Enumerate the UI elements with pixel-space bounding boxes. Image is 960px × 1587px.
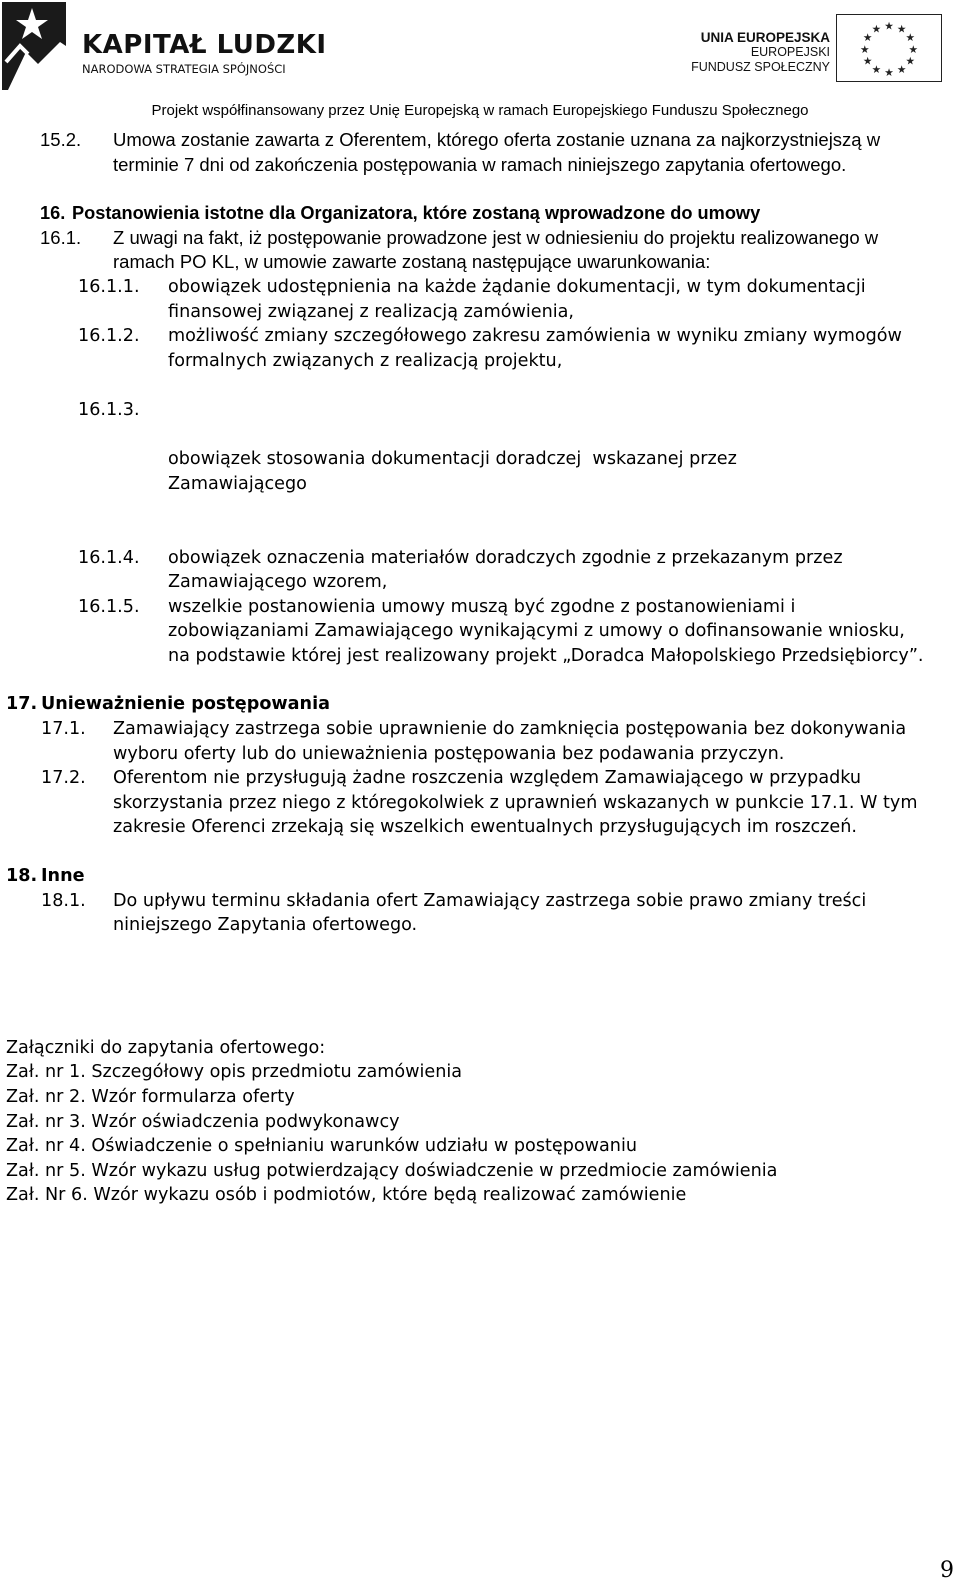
svg-text:★: ★ bbox=[905, 31, 916, 45]
clause-16-1-5 bbox=[0, 595, 960, 669]
clause-text: obowiązek stosowania dokumentacji doradczej wskazanej przez Zamawiającego bbox=[168, 449, 743, 494]
eu-label bbox=[691, 30, 830, 75]
document-body bbox=[0, 128, 960, 1208]
page-number: 9 bbox=[940, 1558, 954, 1583]
section-title: Inne bbox=[41, 866, 85, 887]
clause-text: Do upływu terminu składania ofert Zamawiający zastrzega sobie prawo zmiany treści niniejszego Zapytania ofertowego. bbox=[113, 890, 867, 936]
clause-text: Umowa zostanie zawarta z Oferentem, którego oferta zostanie uznana za najkorzystniejszą w terminie 7 dni od zakończenia postępowania w ramach niniejszego zapytania ofertowego. bbox=[113, 129, 881, 175]
clause-16-1 bbox=[0, 226, 960, 275]
section-number: 18. bbox=[6, 866, 38, 887]
section-number: 17. bbox=[6, 694, 38, 715]
clause-number: 17.2. bbox=[41, 768, 86, 789]
attachment-item: Zał. nr 3. Wzór oświadczenia podwykonawcy bbox=[6, 1111, 400, 1132]
clause-16-1-1 bbox=[0, 275, 960, 324]
svg-text:★: ★ bbox=[862, 31, 873, 45]
svg-text:★: ★ bbox=[884, 19, 894, 33]
section-17-heading bbox=[0, 692, 960, 717]
clause-number: 16.1.3. bbox=[78, 399, 140, 420]
svg-text:★: ★ bbox=[884, 66, 894, 80]
section-18-heading bbox=[0, 864, 960, 889]
clause-number: 17.1. bbox=[41, 719, 86, 740]
clause-16-1-3 bbox=[0, 373, 960, 545]
section-title: Postanowienia istotne dla Organizatora, które zostaną wprowadzone do umowy bbox=[72, 203, 761, 224]
clause-15-2 bbox=[0, 128, 960, 177]
attachment-item: Zał. Nr 6. Wzór wykazu osób i podmiotów, które będą realizować zamówienie bbox=[6, 1185, 687, 1206]
section-16-heading bbox=[0, 201, 960, 226]
clause-text: wszelkie postanowienia umowy muszą być zgodne z postanowieniami i zobowiązaniami Zamawiającego wynikającymi z umowy o dofinansowanie wniosku, na podstawie której jest realizowany projekt „Doradca Małopolskiego Przedsiębiorcy”. bbox=[168, 596, 924, 666]
eu-line3: FUNDUSZ SPOŁECZNY bbox=[691, 60, 830, 74]
eu-flag-icon bbox=[836, 14, 942, 82]
svg-text:★: ★ bbox=[896, 22, 907, 36]
clause-17-2 bbox=[0, 766, 960, 840]
clause-number: 16.1.2. bbox=[78, 326, 140, 347]
eu-line2: EUROPEJSKI bbox=[750, 45, 830, 59]
clause-number: 16.1.4. bbox=[78, 547, 140, 568]
clause-text: obowiązek udostępnienia na każde żądanie dokumentacji, w tym dokumentacji finansowej związanej z realizacją zamówienia, bbox=[168, 276, 866, 322]
logo-subtitle: NARODOWA STRATEGIA SPÓJNOŚCI bbox=[82, 62, 286, 76]
svg-text:★: ★ bbox=[871, 22, 882, 36]
attachment-item: Zał. nr 1. Szczegółowy opis przedmiotu zamówienia bbox=[6, 1062, 463, 1083]
attachments-heading: Załączniki do zapytania ofertowego: bbox=[6, 1037, 326, 1058]
svg-text:★: ★ bbox=[862, 54, 873, 68]
svg-text:★: ★ bbox=[908, 42, 919, 56]
clause-number: 16.1. bbox=[40, 226, 82, 248]
clause-text: obowiązek oznaczenia materiałów doradczych zgodnie z przekazanym przez Zamawiającego wzorem, bbox=[168, 547, 843, 593]
logo-title: KAPITAŁ LUDZKI bbox=[82, 30, 327, 60]
eu-line1: UNIA EUROPEJSKA bbox=[700, 30, 830, 45]
clause-17-1 bbox=[0, 717, 960, 766]
clause-number: 15.2. bbox=[40, 129, 82, 150]
clause-text: Oferentom nie przysługują żadne roszczenia względem Zamawiającego w przypadku skorzystania przez niego z któregokolwiek z uprawnień wskazanych w punkcie 17.1. W tym zakresie Oferenci zrzekają się wszelkich ewentualnych przysługujących im roszczeń. bbox=[113, 768, 918, 838]
kapital-ludzki-emblem-icon bbox=[2, 2, 66, 90]
svg-text:★: ★ bbox=[871, 63, 882, 77]
clause-16-1-2 bbox=[0, 324, 960, 373]
clause-number: 16.1.5. bbox=[78, 596, 140, 617]
section-title: Unieważnienie postępowania bbox=[41, 694, 330, 715]
clause-number: 18.1. bbox=[41, 890, 86, 911]
clause-16-1-4 bbox=[0, 546, 960, 595]
attachment-item: Zał. nr 2. Wzór formularza oferty bbox=[6, 1087, 295, 1107]
svg-text:★: ★ bbox=[896, 63, 907, 77]
attachment-item: Zał. nr 4. Oświadczenie o spełnianiu warunków udziału w postępowaniu bbox=[6, 1136, 637, 1157]
section-number: 16. bbox=[40, 203, 66, 224]
cofinancing-note: Projekt współfinansowany przez Unię Europejską w ramach Europejskiego Funduszu Społecznego bbox=[151, 102, 809, 119]
attachment-item: Zał. nr 5. Wzór wykazu usług potwierdzający doświadczenie w przedmiocie zamówienia bbox=[6, 1160, 778, 1181]
kapital-ludzki-logo bbox=[0, 0, 327, 100]
clause-text: Zamawiający zastrzega sobie uprawnienie do zamknięcia postępowania bez dokonywania wyboru oferty lub do unieważnienia postępowania bez podawania przyczyn. bbox=[113, 719, 907, 764]
clause-text: Z uwagi na fakt, iż postępowanie prowadzone jest w odniesieniu do projektu realizowanego w ramach PO KL, w umowie zawarte zostaną następujące uwarunkowania: bbox=[113, 226, 879, 273]
clause-number: 16.1.1. bbox=[78, 276, 140, 297]
attachments-block bbox=[0, 1036, 960, 1208]
clause-18-1 bbox=[0, 889, 960, 938]
clause-text: możliwość zmiany szczegółowego zakresu zamówienia w wyniku zmiany wymogów formalnych związanych z realizacją projektu, bbox=[168, 326, 902, 371]
svg-text:★: ★ bbox=[905, 54, 916, 68]
svg-text:★: ★ bbox=[859, 42, 870, 56]
